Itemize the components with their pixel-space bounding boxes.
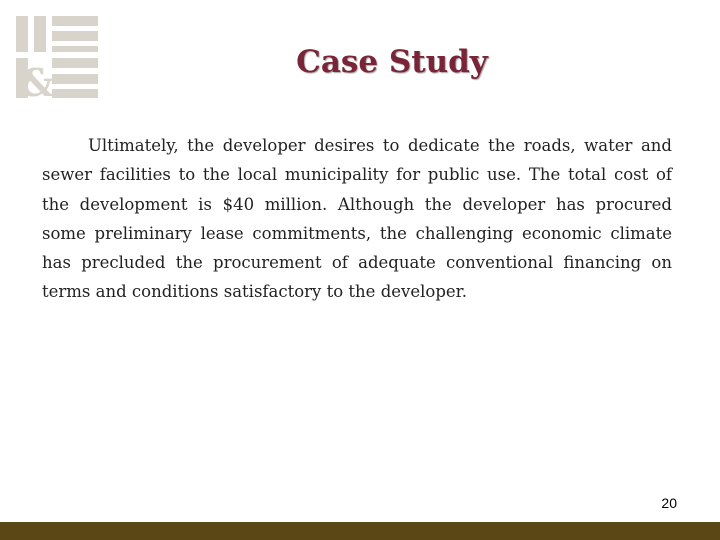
page-number: 20 — [661, 495, 677, 511]
case-study-paragraph: Ultimately, the developer desires to dedicate the roads, water and sewer facilities to the local municipality for public use. The total cost of the development is $40 million. Although the developer has procured some preliminary lease commitments, the challenging economic climate has precluded the procurement of adequate conventional financing on terms and conditions satisfactory to the developer. — [42, 136, 672, 302]
logo-ampersand: & — [19, 60, 55, 100]
footer-bar — [0, 522, 720, 540]
slide-title: Case Study — [296, 44, 488, 80]
